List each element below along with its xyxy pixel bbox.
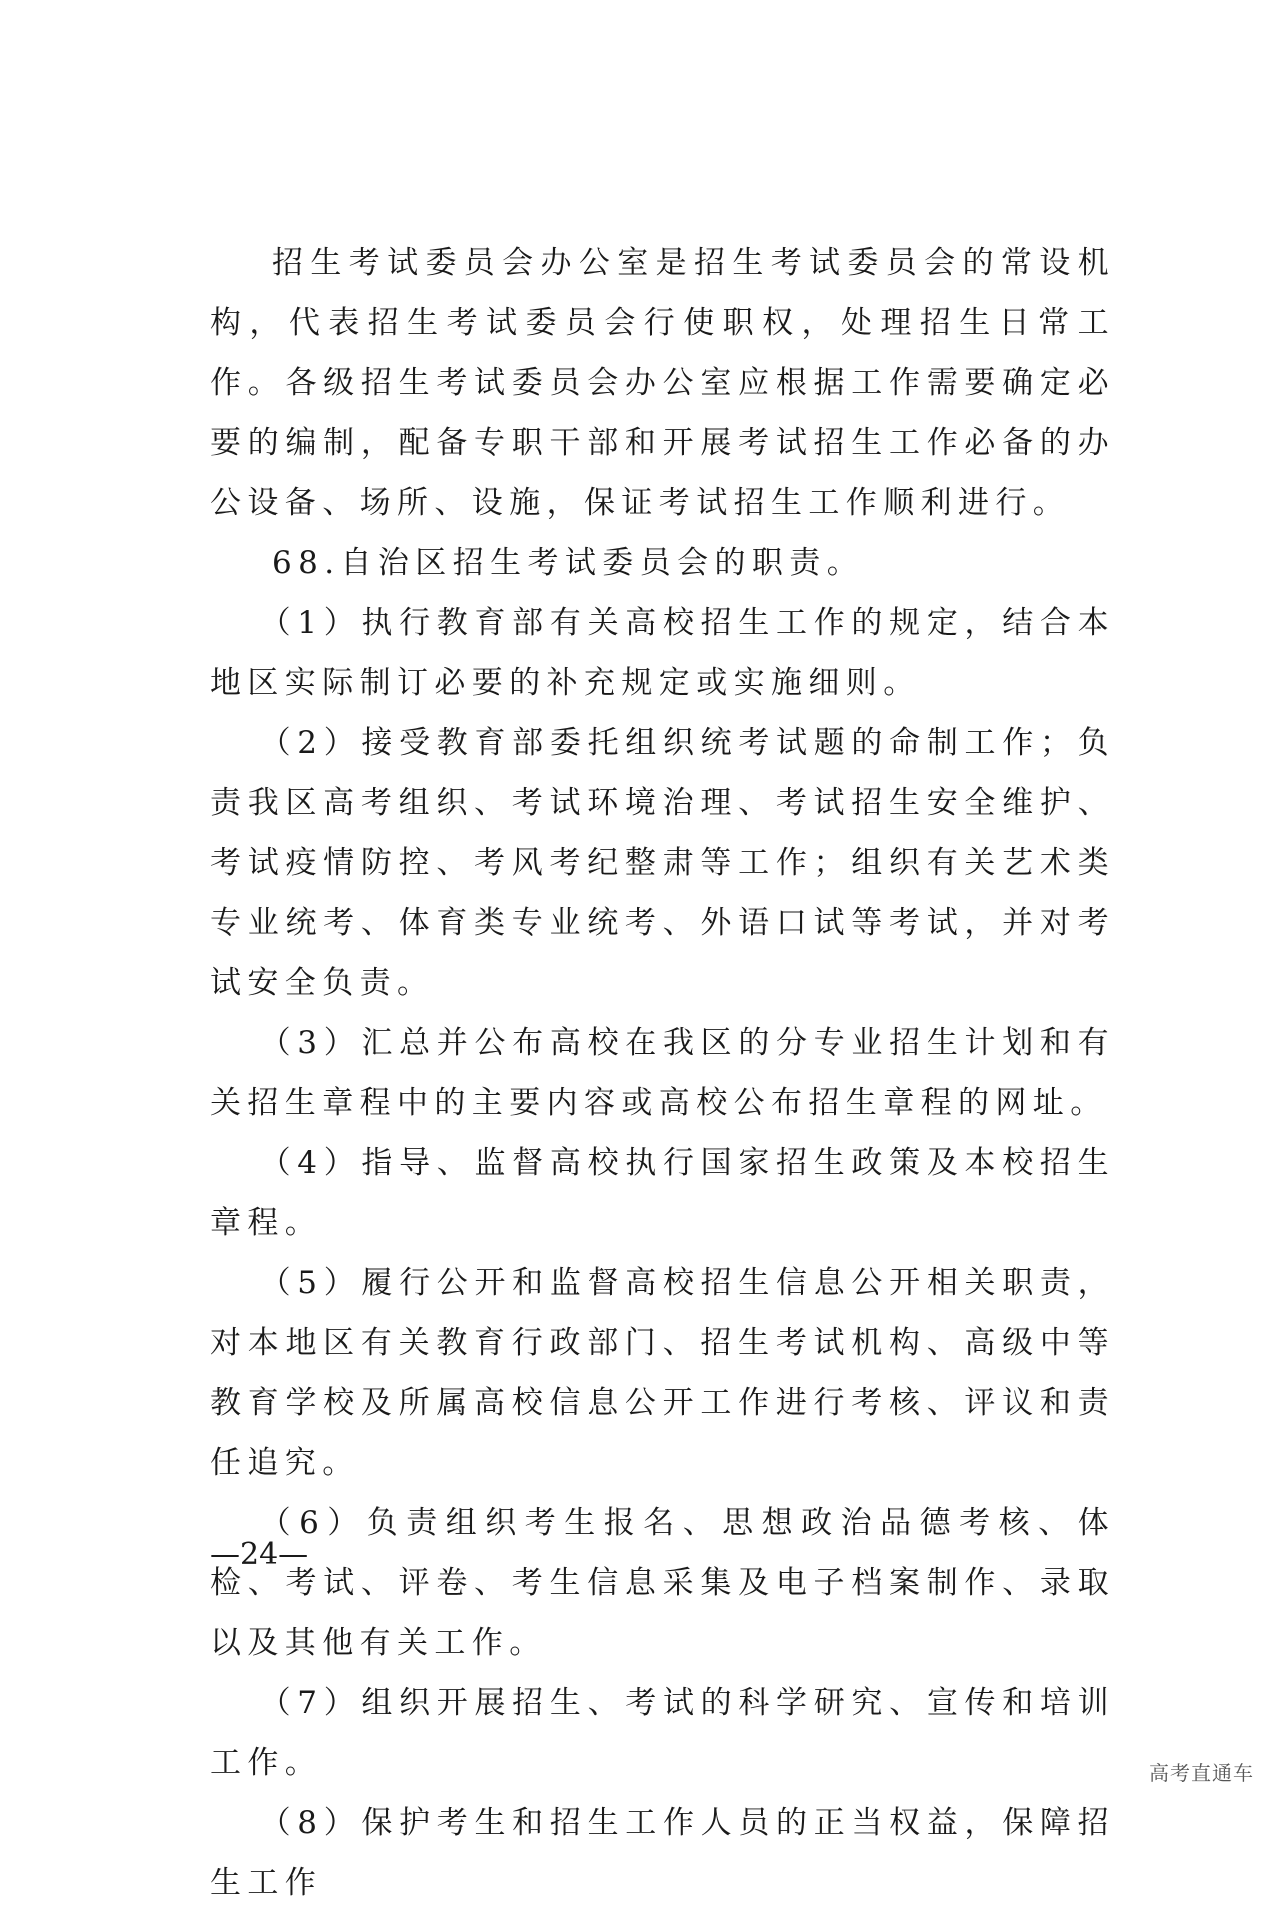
paragraph-duty-6: （6）负责组织考生报名、思想政治品德考核、体检、考试、评卷、考生信息采集及电子档案制作、录取以及其他有关工作。 (210, 1505, 1115, 1661)
document-body (210, 233, 1115, 1913)
paragraph-office-description: 招生考试委员会办公室是招生考试委员会的常设机构，代表招生考试委员会行使职权，处理招生日常工作。各级招生考试委员会办公室应根据工作需要确定必要的编制，配备专职干部和开展考试招生工作必备的办公设备、场所、设施，保证考试招生工作顺利进行。 (210, 245, 1115, 521)
paragraph-duty-5: （5）履行公开和监督高校招生信息公开相关职责，对本地区有关教育行政部门、招生考试机构、高级中等教育学校及所属高校信息公开工作进行考核、评议和责任追究。 (210, 1265, 1115, 1481)
paragraph-duty-3: （3）汇总并公布高校在我区的分专业招生计划和有关招生章程中的主要内容或高校公布招生章程的网址。 (210, 1025, 1115, 1121)
paragraph-section-68-heading: 68.自治区招生考试委员会的职责。 (272, 545, 865, 581)
paragraph-duty-7: （7）组织开展招生、考试的科学研究、宣传和培训工作。 (210, 1685, 1115, 1781)
paragraph-duty-4: （4）指导、监督高校执行国家招生政策及本校招生章程。 (210, 1145, 1115, 1241)
page-number: —24— (210, 1537, 309, 1572)
paragraph-duty-1: （1）执行教育部有关高校招生工作的规定，结合本地区实际制订必要的补充规定或实施细则。 (210, 605, 1115, 701)
paragraph-duty-2: （2）接受教育部委托组织统考试题的命制工作；负责我区高考组织、考试环境治理、考试招生安全维护、考试疫情防控、考风考纪整肃等工作；组织有关艺术类专业统考、体育类专业统考、外语口试等考试，并对考试安全负责。 (210, 725, 1115, 1001)
watermark-text: 高考直通车 (1149, 1761, 1254, 1785)
paragraph-duty-8: （8）保护考生和招生工作人员的正当权益，保障招生工作 (210, 1805, 1115, 1901)
